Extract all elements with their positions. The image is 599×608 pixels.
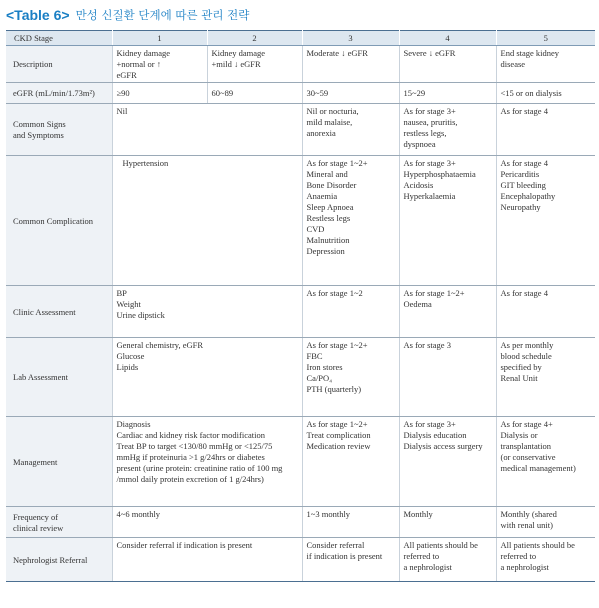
ckd-management-table xyxy=(6,30,595,582)
row-label-frequency: Frequency of clinical review xyxy=(6,507,112,538)
row-label-nephrologist-referral: Nephrologist Referral xyxy=(6,538,112,582)
header-stage-2: 2 xyxy=(207,31,302,46)
row-label-lab-assessment: Lab Assessment xyxy=(6,338,112,417)
table-cell: 15~29 xyxy=(399,83,496,104)
table-row xyxy=(6,83,595,104)
table-cell: BP Weight Urine dipstick xyxy=(112,286,302,338)
table-cell: All patients should be referred to a nephrologist xyxy=(496,538,595,582)
table-cell: Hypertension xyxy=(112,156,302,286)
header-stage-3: 3 xyxy=(302,31,399,46)
table-cell: As for stage 4 Pericarditis GIT bleeding Encephalopathy Neuropathy xyxy=(496,156,595,286)
table-cell: As per monthly blood schedule specified by Renal Unit xyxy=(496,338,595,417)
row-label-management: Management xyxy=(6,417,112,507)
table-cell: As for stage 3 xyxy=(399,338,496,417)
table-cell: Consider referral if indication is present xyxy=(302,538,399,582)
row-label-description: Description xyxy=(6,46,112,83)
table-cell: Nil xyxy=(112,104,302,156)
table-row xyxy=(6,538,595,582)
table-cell: 60~89 xyxy=(207,83,302,104)
table-cell: Monthly (shared with renal unit) xyxy=(496,507,595,538)
table-cell: General chemistry, eGFR Glucose Lipids xyxy=(112,338,302,417)
table-cell: <15 or on dialysis xyxy=(496,83,595,104)
header-row xyxy=(6,31,595,46)
table-row xyxy=(6,338,595,417)
table-cell: Nil or nocturia, mild malaise, anorexia xyxy=(302,104,399,156)
row-label-egfr: eGFR (mL/min/1.73m²) xyxy=(6,83,112,104)
table-cell: Monthly xyxy=(399,507,496,538)
row-label-complication: Common Complication xyxy=(6,156,112,286)
table-row xyxy=(6,417,595,507)
table-number: <Table 6> xyxy=(6,7,70,23)
table-cell: 30~59 xyxy=(302,83,399,104)
table-row xyxy=(6,104,595,156)
table-cell: Moderate ↓ eGFR xyxy=(302,46,399,83)
table-cell: Kidney damage +normal or ↑ eGFR xyxy=(112,46,207,83)
table-cell: As for stage 3+ Dialysis education Dialysis access surgery xyxy=(399,417,496,507)
table-cell: As for stage 3+ nausea, pruritis, restless legs, dyspnoea xyxy=(399,104,496,156)
table-cell: As for stage 1~2 xyxy=(302,286,399,338)
table-cell: Consider referral if indication is present xyxy=(112,538,302,582)
row-label-clinic-assessment: Clinic Assessment xyxy=(6,286,112,338)
table-row xyxy=(6,46,595,83)
table-cell: As for stage 1~2+ Oedema xyxy=(399,286,496,338)
table-cell: Severe ↓ eGFR xyxy=(399,46,496,83)
row-label-signs-symptoms: Common Signs and Symptoms xyxy=(6,104,112,156)
table-cell: As for stage 3+ Hyperphosphataemia Acidosis Hyperkalaemia xyxy=(399,156,496,286)
table-title xyxy=(6,5,249,25)
table-cell: As for stage 4+ Dialysis or transplantation (or conservative medical management) xyxy=(496,417,595,507)
header-stage-4: 4 xyxy=(399,31,496,46)
table-cell: All patients should be referred to a nephrologist xyxy=(399,538,496,582)
table-cell: As for stage 4 xyxy=(496,286,595,338)
table-cell: 4~6 monthly xyxy=(112,507,302,538)
table-cell: ≥90 xyxy=(112,83,207,104)
table-cell: As for stage 4 xyxy=(496,104,595,156)
header-stage-1: 1 xyxy=(112,31,207,46)
table-cell: End stage kidney disease xyxy=(496,46,595,83)
table-row xyxy=(6,156,595,286)
table-cell: As for stage 1~2+ FBC Iron stores Ca/PO₄ PTH (quarterly) xyxy=(302,338,399,417)
header-ckd-stage: CKD Stage xyxy=(6,31,112,46)
table-cell: As for stage 1~2+ Treat complication Medication review xyxy=(302,417,399,507)
table-caption: 만성 신질환 단계에 따른 관리 전략 xyxy=(75,8,250,22)
table-row xyxy=(6,507,595,538)
table-cell: Diagnosis Cardiac and kidney risk factor modification Treat BP to target <130/80 mmHg or <125/75 mmHg if proteinuria >1 g/24hrs or diabetes present (urine protein: creatinine ratio of 100 mg /mmol daily protein excretion of 1 g/24hrs) xyxy=(112,417,302,507)
table-cell: As for stage 1~2+ Mineral and Bone Disorder Anaemia Sleep Apnoea Restless legs CVD Malnutrition Depression xyxy=(302,156,399,286)
table-cell: 1~3 monthly xyxy=(302,507,399,538)
table-row xyxy=(6,286,595,338)
table-cell: Kidney damage +mild ↓ eGFR xyxy=(207,46,302,83)
header-stage-5: 5 xyxy=(496,31,595,46)
